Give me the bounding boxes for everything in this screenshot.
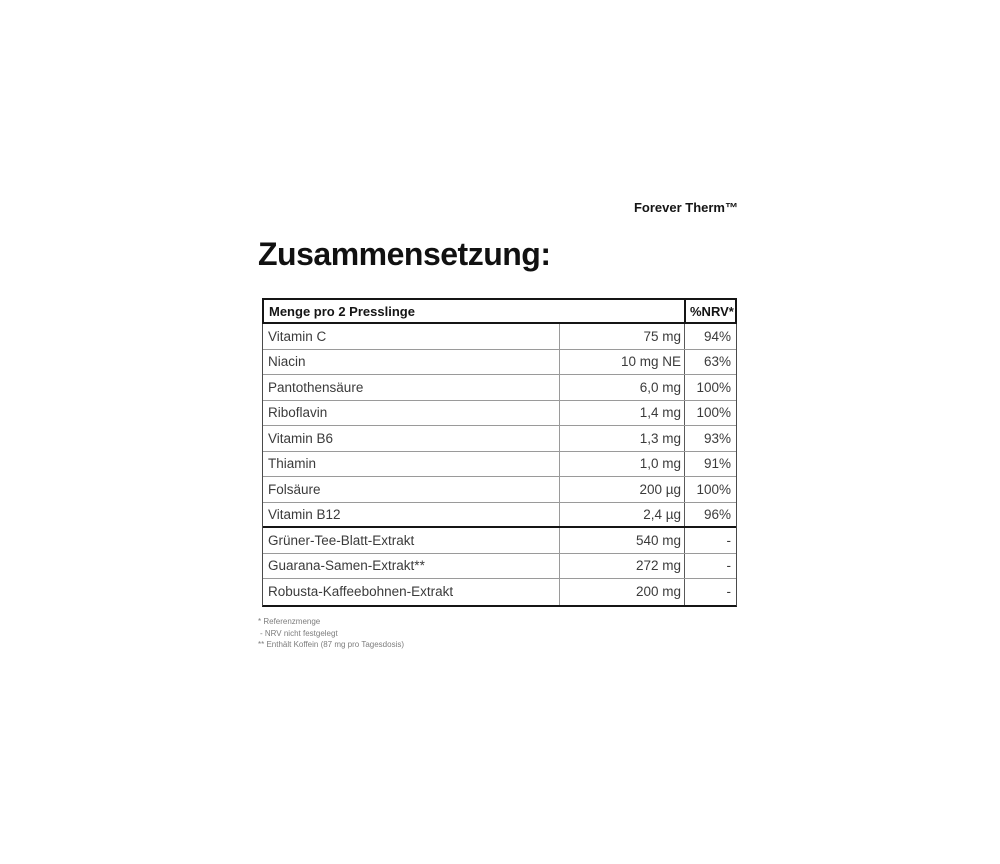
nutrient-amount: 75 mg <box>560 324 685 349</box>
nutrient-amount: 2,4 µg <box>560 503 685 527</box>
table-header-row <box>262 298 737 324</box>
nutrient-nrv: 94% <box>703 328 731 344</box>
nutrient-amount: 1,0 mg <box>560 452 685 477</box>
nutrient-amount: 1,3 mg <box>560 426 685 451</box>
nutrient-nrv: 96% <box>703 506 731 522</box>
footnotes <box>258 616 404 651</box>
nutrient-amount: 272 mg <box>560 554 685 579</box>
nutrient-name: Grüner-Tee-Blatt-Extrakt <box>263 528 560 553</box>
nutrient-nrv: 91% <box>703 456 731 472</box>
footnote-caffeine: ** Enthält Koffein (87 mg pro Tagesdosis) <box>258 640 405 649</box>
nutrient-nrv: - <box>726 558 731 574</box>
table-row <box>263 426 736 452</box>
nutrient-name: Thiamin <box>263 452 560 477</box>
table-row <box>263 579 736 605</box>
nutrient-nrv: - <box>726 584 731 600</box>
nutrient-name: Folsäure <box>263 477 560 502</box>
nutrient-name: Vitamin B12 <box>263 503 560 527</box>
footnote-reference: * Referenzmenge <box>258 617 321 626</box>
nutrient-name: Vitamin C <box>263 324 560 349</box>
brand-name: Forever Therm™ <box>633 200 738 215</box>
nutrient-amount: 200 µg <box>560 477 685 502</box>
table-row <box>263 554 736 580</box>
nutrient-nrv: 100% <box>696 481 731 497</box>
table-row <box>263 528 736 554</box>
nutrient-nrv: 100% <box>696 405 731 421</box>
nutrient-amount: 540 mg <box>560 528 685 553</box>
nutrient-name: Robusta-Kaffeebohnen-Extrakt <box>263 579 560 605</box>
table-row <box>263 477 736 503</box>
nutrient-name: Guarana-Samen-Extrakt** <box>263 554 560 579</box>
nutrient-name: Riboflavin <box>263 401 560 426</box>
header-amount-per-serving: Menge pro 2 Presslinge <box>269 303 415 319</box>
nutrient-nrv: 100% <box>696 379 731 395</box>
header-nrv: %NRV* <box>684 300 735 322</box>
nutrient-nrv: 93% <box>703 430 731 446</box>
footnote-nrv-not-set: - NRV nicht festgelegt <box>260 628 338 638</box>
nutrient-name: Vitamin B6 <box>263 426 560 451</box>
nutrient-nrv: - <box>726 532 731 548</box>
table-row <box>263 324 736 350</box>
table-row <box>263 452 736 478</box>
table-row <box>263 503 736 529</box>
nutrient-amount: 1,4 mg <box>560 401 685 426</box>
nutrient-nrv: 63% <box>703 354 731 370</box>
table-row <box>263 401 736 427</box>
nutrient-amount: 10 mg NE <box>560 350 685 375</box>
table-row <box>263 375 736 401</box>
nutrient-amount: 200 mg <box>560 579 685 605</box>
table-row <box>263 350 736 376</box>
nutrition-table <box>262 298 737 607</box>
page-title: Zusammensetzung: <box>258 236 551 272</box>
table-body <box>262 324 737 607</box>
nutrient-name: Niacin <box>263 350 560 375</box>
nutrient-amount: 6,0 mg <box>560 375 685 400</box>
nutrient-name: Pantothensäure <box>263 375 560 400</box>
